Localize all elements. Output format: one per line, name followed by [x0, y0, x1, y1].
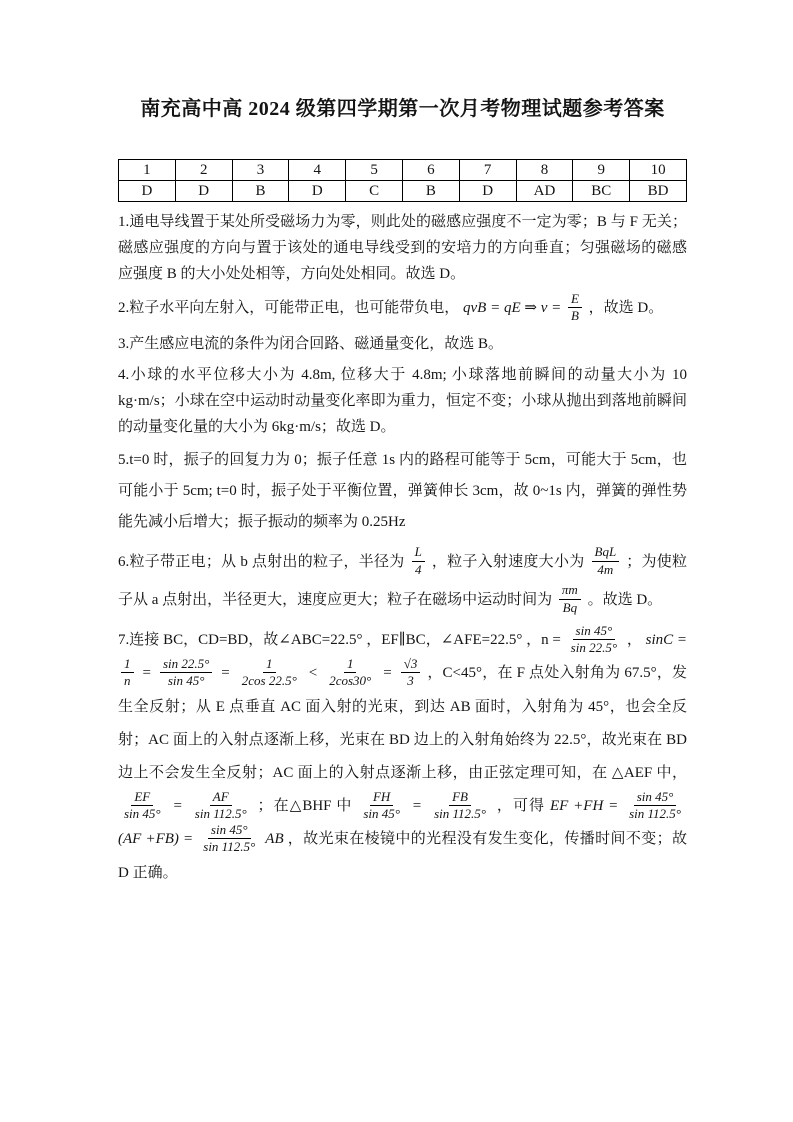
fraction-sqrt3-over-3: $\frac{√3}{3}$	[401, 656, 421, 690]
fraction-ef-over-sin45: $\frac{EF}{\sin 45^\circ}$	[124, 788, 161, 821]
fraction-1-over-n: $\frac{1}{n}$	[121, 656, 134, 690]
table-cell-number: 4	[289, 160, 346, 181]
fraction-fb-over-sin1125: $\frac{FB}{\sin 112.5^\circ}$	[434, 788, 486, 821]
fraction-1-over-2cos225: $\frac{1}{2\cos 22.5^\circ}$	[241, 656, 297, 689]
table-cell-number: 5	[346, 160, 403, 181]
explanation-q2	[118, 292, 687, 326]
fraction-bql-over-4m: $\frac{\text{BqL}}{4m}$	[592, 544, 620, 578]
table-cell-answer: C	[346, 181, 403, 202]
explanation-q7	[118, 624, 687, 890]
explanation-q5	[118, 445, 687, 538]
formula-af-plus-fb: (AF +FB) =	[118, 831, 194, 848]
text-segment: 5.t=0 时，振子的回复力为 0；振子任意 1s 内的路程可能等于 5cm，可能大于 5cm，也可能小于 5cm; t=0 时，振子处于平衡位置，弹簧伸长 3cm，故 0~1s 内，弹簧的弹性势能先减小后增大；振子振动的频率为 0.25Hz	[118, 451, 687, 530]
fraction-l-over-4: $\frac{L}{4}$	[412, 544, 425, 578]
table-cell-answer: AD	[516, 181, 573, 202]
text-segment: ，可得	[496, 797, 546, 814]
answer-table	[118, 159, 687, 202]
table-cell-answer: BC	[573, 181, 630, 202]
equals-sign: =	[412, 797, 422, 814]
formula-qvb-qe: qvB = qE ⇒ v =	[463, 300, 562, 317]
fraction-fh-over-sin45: $\frac{FH}{\sin 45^\circ}$	[363, 788, 400, 821]
text-segment: 4.小球的水平位移大小为 4.8m, 位移大于 4.8m; 小球落地前瞬间的动量大小为 10 kg·m/s；小球在空中运动时动量变化率即为重力，恒定不变；小球从抛出到落地前瞬间的动量变化量的大小为 6kg·m/s；故选 D。	[118, 366, 687, 435]
equals-sign: =	[383, 665, 392, 682]
table-cell-answer: D	[119, 181, 176, 202]
table-cell-answer: B	[232, 181, 289, 202]
table-cell-answer: D	[459, 181, 516, 202]
table-cell-answer: D	[289, 181, 346, 202]
fraction-1-over-2cos30: $\frac{1}{2\cos 30^\circ}$	[329, 656, 372, 689]
text-segment: 1.通电导线置于某处所受磁场力为零，则此处的磁感应强度不一定为零；B 与 F 无关；磁感应强度的方向与置于该处的通电导线受到的安培力的方向垂直；匀强磁场的磁感应强度 B 的大小处处相等，方向处处相同。故选 D。	[118, 214, 687, 282]
text-segment: ，粒子入射速度大小为	[431, 553, 585, 570]
page-title: 南充高中高 2024 级第四学期第一次月考物理试题参考答案	[140, 98, 665, 120]
formula-ef-plus-fh: EF +FH =	[549, 797, 619, 814]
text-segment: ；在△BHF 中	[257, 797, 353, 814]
text-segment: 。故选 D。	[587, 591, 663, 608]
fraction-sin45-over-sin1125: $\frac{\sin 45^\circ}{\sin 112.5^\circ}$	[203, 822, 256, 855]
equals-sign: =	[221, 665, 230, 682]
table-cell-number: 6	[402, 160, 459, 181]
formula-sinc: sinC =	[645, 631, 688, 648]
formula-ab: AB	[265, 831, 284, 848]
explanation-q6	[118, 543, 687, 619]
text-segment: ，	[626, 631, 642, 648]
fraction-af-over-sin1125: $\frac{AF}{\sin 112.5^\circ}$	[194, 788, 247, 821]
less-than-sign: <	[308, 665, 318, 682]
answer-table-answer-row	[119, 181, 687, 202]
text-segment: 6.粒子带正电；从 b 点射出的粒子，半径为	[118, 553, 405, 570]
fraction-sin225-over-sin45: $\frac{\sin 22.5^\circ}{\sin 45^\circ}$	[160, 656, 212, 690]
table-cell-number: 9	[573, 160, 630, 181]
text-segment: ，C<45°，在 F 点处入射角为 67.5°，发生全反射；从 E 点垂直 AC 面入射的光束，到达 AB 面时，入射角为 45°，也会全反射；AC 面上的入射点逐渐上移，光束在 BD 边上的入射角始终为 22.5°，故光束在 BD 边上不会发生全反射；AC 面上的入射点逐渐上移，由正弦定理可知，在 △AEF 中，	[118, 665, 688, 781]
text-segment: 2.粒子水平向左射入，可能带正电，也可能带负电，	[118, 300, 460, 317]
explanation-q1	[118, 209, 687, 287]
equals-sign: =	[173, 797, 182, 814]
explanation-q4	[118, 362, 687, 440]
table-cell-answer: B	[402, 181, 459, 202]
fraction-sin45-over-sin1125: $\frac{\sin 45^\circ}{\sin 112.5^\circ}$	[629, 788, 681, 821]
text-segment: 7.连接 BC，CD=BD，故∠ABC=22.5° ，EF∥BC，∠AFE=22.5° ，n =	[118, 631, 561, 648]
table-cell-number: 3	[232, 160, 289, 181]
text-segment: 3.产生感应电流的条件为闭合回路、磁通量变化，故选 B。	[118, 335, 504, 352]
text-segment: ；为使粒子从 a 点射出，半径更大，速度应更大；粒子在磁场中运动时间为	[118, 553, 687, 608]
text-segment: ，故光束在棱镜中的光程没有发生变化，传播时间不变；故 D 正确。	[118, 831, 688, 881]
table-cell-number: 7	[459, 160, 516, 181]
equals-sign: =	[142, 665, 151, 682]
explanation-q3	[118, 331, 687, 357]
table-cell-number: 2	[175, 160, 232, 181]
fraction-sin45-over-sin225: $\frac{\sin 45^\circ}{\sin 22.5^\circ}$	[570, 622, 618, 655]
table-cell-answer: BD	[630, 181, 687, 202]
table-cell-answer: D	[175, 181, 232, 202]
table-cell-number: 1	[119, 160, 176, 181]
table-cell-number: 10	[630, 160, 687, 181]
text-segment: ，故选 D。	[588, 300, 664, 317]
fraction-e-over-b: $\frac{E}{B}$	[568, 291, 582, 325]
fraction-pim-over-bq: $\frac{\pi m}{Bq}$	[559, 582, 581, 616]
table-cell-number: 8	[516, 160, 573, 181]
answer-table-number-row	[119, 160, 687, 181]
